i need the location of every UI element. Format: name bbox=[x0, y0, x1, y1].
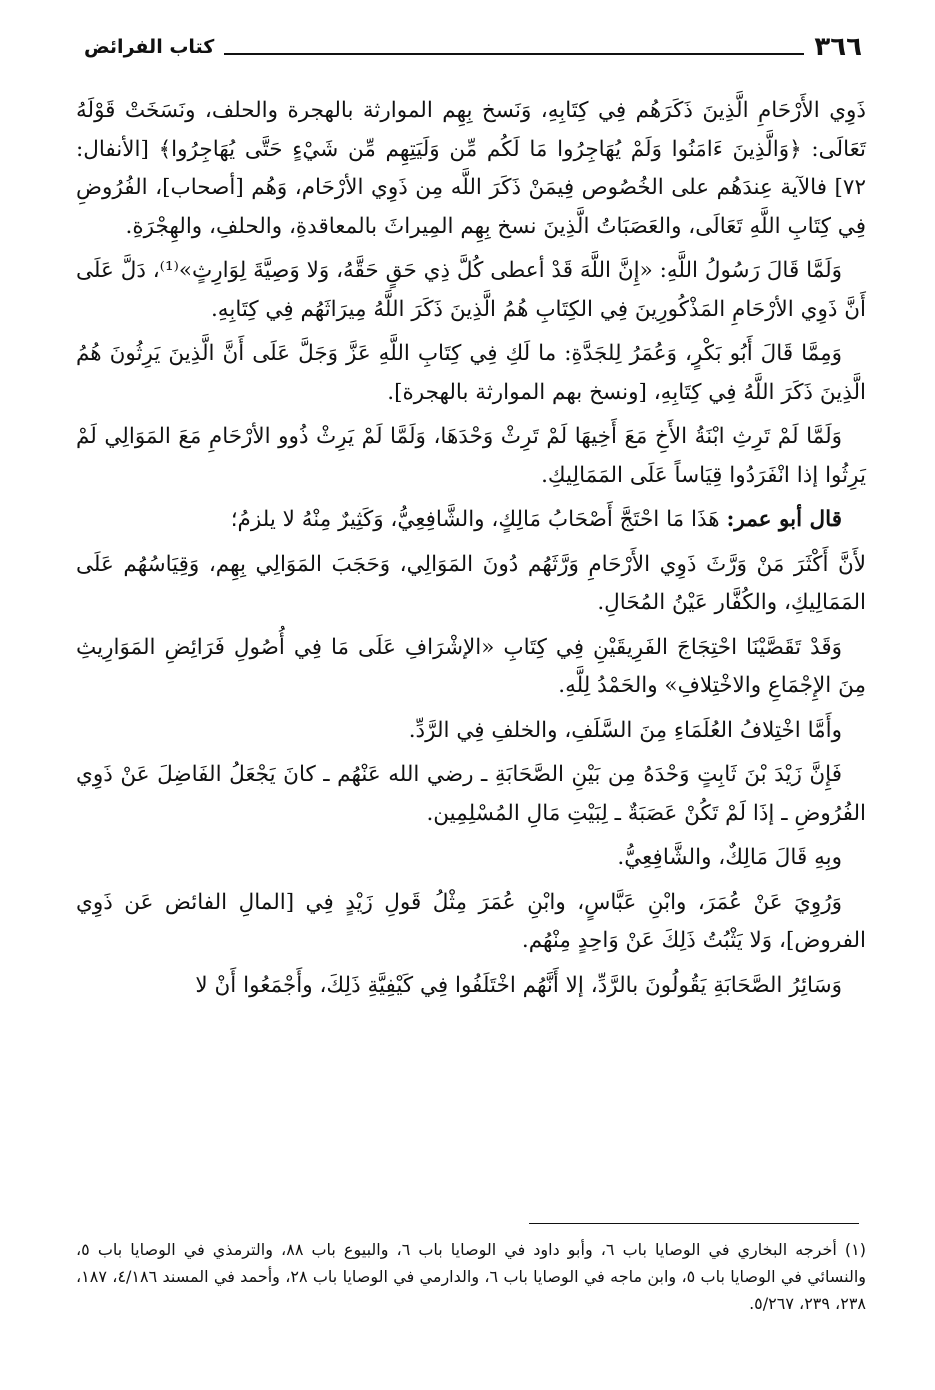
paragraph: فَإِنَّ زَيْدَ بْنَ ثَابِتٍ وَحْدَهُ مِن بَيْنِ الصَّحَابَةِ ـ رضي الله عَنْهُم ـ كانَ يَجْعَلُ الفَاضِلَ عَنْ ذَوِي الفُرُوضِ ـ إذَا لَمْ تَكُنْ عَصَبَةٌ ـ لِبَيْتِ مَالِ المُسْلِمِين. bbox=[76, 762, 866, 826]
paragraph: وَسَائِرُ الصَّحَابَةِ يَقُولُونَ بالرَّدِّ، إلا أَنَّهُم اخْتَلَفُوا فِي كَيْفِيَّةِ ذَلِكَ، وأَجْمَعُوا أَنْ لا bbox=[195, 972, 842, 998]
running-title: كتاب الفرائض bbox=[84, 36, 215, 58]
paragraph: لأَنَّ أَكْثَرَ مَنْ وَرَّثَ ذَوِي الأَرْحَامِ وَرَّثَهُم دُونَ المَوَالِي، وَحَجَبَ المَوَالِي بِهِم، وَقِيَاسُهُم عَلَى المَمَالِيكِ، والكُفَّار عَيْنُ المُحَالِ. bbox=[76, 551, 866, 615]
paragraph: وبِهِ قَالَ مَالِكٌ، والشَّافِعِيُّ. bbox=[617, 845, 842, 870]
footnote: (١) أخرجه البخاري في الوصايا باب ٦، وأبو داود في الوصايا باب ٦، والبيوع باب ٨٨، والترمذي في الوصايا باب ٥، والنسائي في الوصايا باب ٥، وابن ماجه في الوصايا باب ٦، والدارمي في الوصايا باب ٢٨، وأحمد في المسند ٤/١٨٦، ١٨٧، ٢٣٨، ٢٣٩، ٥/٢٦٧. bbox=[76, 1240, 867, 1313]
paragraph: وَقَدْ تَقَصَّيْنَا احْتِجَاجَ الفَرِيقَيْنِ فِي كِتَابِ «الإشْرَافِ عَلَى مَا فِي أُصُولِ فَرَائِضِ المَوَارِيثِ مِنَ الإِجْمَاعِ والاخْتِلافِ» والحَمْدُ لِلَّهِ. bbox=[76, 634, 866, 698]
abu-omar-label: قال أبو عمر: bbox=[726, 507, 842, 532]
paragraph: وَلَمَّا قَالَ رَسُولُ اللَّهِ: «إِنَّ اللَّهَ قَدْ أعطى كُلَّ ذِي حَقٍ حَقَّهُ، وَلا وَصِيَّةَ لِوَارِثٍ»⁽¹⁾، دَلَّ عَلَى أَنَّ ذَوِي الأرْحَامِ المَذْكُورِينَ فِي الكِتَابِ هُمُ الَّذِينَ ذَكَرَ اللَّهُ مِيرَاثَهُم فِي كِتَابِهِ. bbox=[76, 258, 866, 322]
abu-omar-paragraph bbox=[76, 501, 866, 540]
paragraph: وأَمَّا اخْتِلافُ العُلَمَاءِ مِنَ السَّلَفِ، والخلفِ فِي الرَّدِّ. bbox=[408, 717, 842, 743]
paragraph: ذَوِي الأَرْحَامِ الَّذِينَ ذَكَرَهُم فِي كِتَابِهِ، وَنَسخ بِهِم الموارثة بالهجرة والحلف، ونَسَخَتْ قَوْلَهُ تَعَالَى: ﴿وَالَّذِينَ ءَامَنُوا وَلَمْ يُهَاجِرُوا مَا لَكُم مِّن وَلَيَتِهِم مِّن شَيْءٍ حَتَّى يُهَاجِرُوا﴾ [الأنفال: ٧٢] فالآية عِندَهُم على الخُصُوص فِيمَنْ ذَكَرَ اللَّه مِن ذَوِي الأرْحَام، وَهُم [أصحاب]، الفُرُوضِ فِي كِتَابِ اللَّهِ تَعَالَى، والعَصَبَاتُ الَّذِينَ نسخ بِهِم المِيراثَ بالمعاقدةِ، والحلفِ، والهِجْرَةِ. bbox=[76, 98, 866, 239]
abu-omar-text: هَذَا مَا احْتَجَّ أَصْحَابُ مَالِكٍ، والشَّافِعِيُّ، وَكَثِيرٌ مِنْهُ لا يلزمُ؛ bbox=[230, 507, 720, 532]
paragraph: وَمِمَّا قَالَ أَبُو بَكْرٍ، وَعُمَرُ لِلجَدَّةِ: ما لَكِ فِي كِتَابِ اللَّهِ عَزَّ وَجَلَّ عَلَى أَنَّ الَّذِينَ يَرِثُونَ هُمُ الَّذِينَ ذَكَرَ اللَّهُ فِي كِتَابِهِ، [ونسخ بهم الموارثة بالهجرة]. bbox=[76, 341, 866, 405]
page-header bbox=[84, 28, 862, 62]
header-rule bbox=[224, 53, 804, 55]
body-text bbox=[76, 92, 866, 1011]
page-number: ٣٦٦ bbox=[814, 32, 862, 62]
paragraph: وَلَمَّا لَمْ تَرِثِ ابْنَةُ الأَخِ مَعَ أَخِيهَا لَمْ تَرِثْ وَحْدَهَا، وَلَمَّا لَمْ يَرِثْ ذُوو الأرْحَامِ مَعَ المَوَالِي لَمْ يَرِثُوا إذا انْفَرَدُوا قِيَاساً عَلَى المَمَالِيكِ. bbox=[76, 424, 866, 488]
paragraph: وَرُوِيَ عَنْ عُمَرَ، وابْنِ عَبَّاسٍ، وابْنِ عُمَرَ مِثْلُ قَولِ زَيْدٍ فِي [المالِ الفائض عَن ذَوِي الفروض]، وَلا يَثْبُتُ ذَلِكَ عَنْ وَاحِدٍ مِنْهُم. bbox=[76, 889, 866, 953]
footnote-rule bbox=[529, 1223, 859, 1224]
